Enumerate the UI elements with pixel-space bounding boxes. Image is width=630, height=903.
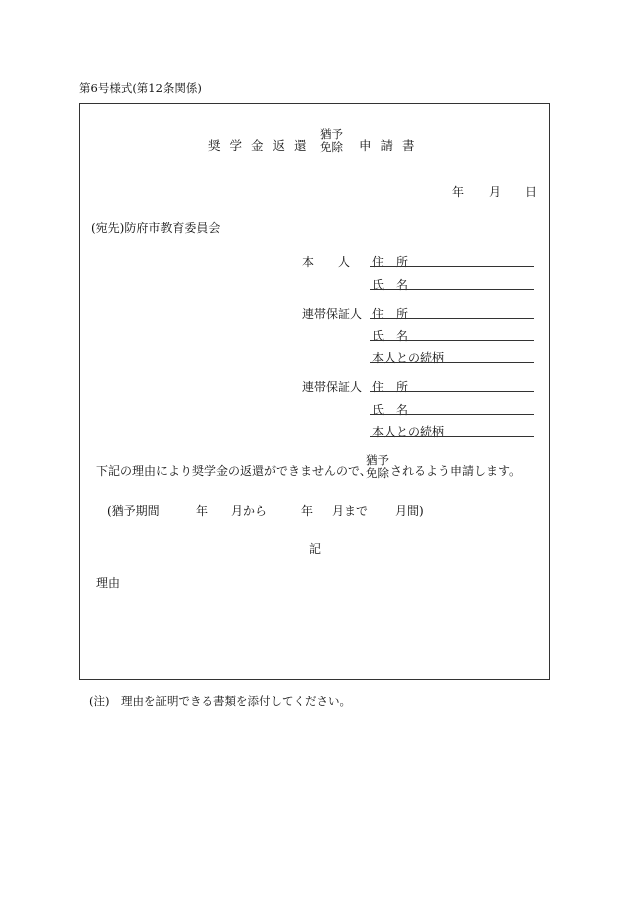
guarantor2-name-label: 氏 名 [372,403,409,417]
guarantor2-address-line[interactable] [370,391,534,392]
title-option-deferral: 猶予 [320,127,343,141]
applicant-label: 本 人 [302,255,351,269]
period-year-to: 年 [301,504,314,518]
footnote: (注) 理由を証明できる書類を添付してください。 [89,694,351,708]
title-suffix: 申請書 [359,138,424,153]
request-option-exemption: 免除 [366,466,389,480]
form-number: 第6号様式(第12条関係) [79,81,202,95]
request-option-stack [366,454,389,480]
applicant-address-line[interactable] [370,266,534,267]
title-option-stack [320,128,343,154]
guarantor1-address-label: 住 所 [372,307,409,321]
guarantor1-address-line[interactable] [370,318,534,319]
period-open: (猶予期間 [107,504,160,518]
addressee: (宛先)防府市教育委員会 [91,221,221,235]
request-option-deferral: 猶予 [366,453,389,467]
guarantor1-label: 連帯保証人 [302,307,363,321]
request-text-before: 下記の理由により奨学金の返還ができませんので、 [96,464,372,478]
period-month-from: 月から [231,504,268,518]
title-prefix: 奨学金返還 [208,138,316,153]
guarantor1-relation-line[interactable] [370,362,534,363]
date-month: 月 [489,185,502,199]
ki-heading: 記 [309,542,322,556]
applicant-address-label: 住 所 [372,255,409,269]
guarantor2-relation-label: 本人との続柄 [372,425,445,439]
guarantor2-address-label: 住 所 [372,380,409,394]
period-year-from: 年 [196,504,209,518]
applicant-name-label: 氏 名 [372,278,409,292]
title-option-exemption: 免除 [320,140,343,154]
reason-label: 理由 [96,576,121,590]
period-months-total: 月間) [395,504,424,518]
guarantor1-name-line[interactable] [370,340,534,341]
guarantor2-label: 連帯保証人 [302,380,363,394]
guarantor2-relation-line[interactable] [370,436,534,437]
date-day: 日 [525,185,538,199]
guarantor1-relation-label: 本人との続柄 [372,351,445,365]
request-text-after: されるよう申請します。 [390,464,522,478]
period-month-to: 月まで [332,504,369,518]
guarantor2-name-line[interactable] [370,414,534,415]
date-year: 年 [452,185,465,199]
guarantor1-name-label: 氏 名 [372,329,409,343]
applicant-name-line[interactable] [370,289,534,290]
